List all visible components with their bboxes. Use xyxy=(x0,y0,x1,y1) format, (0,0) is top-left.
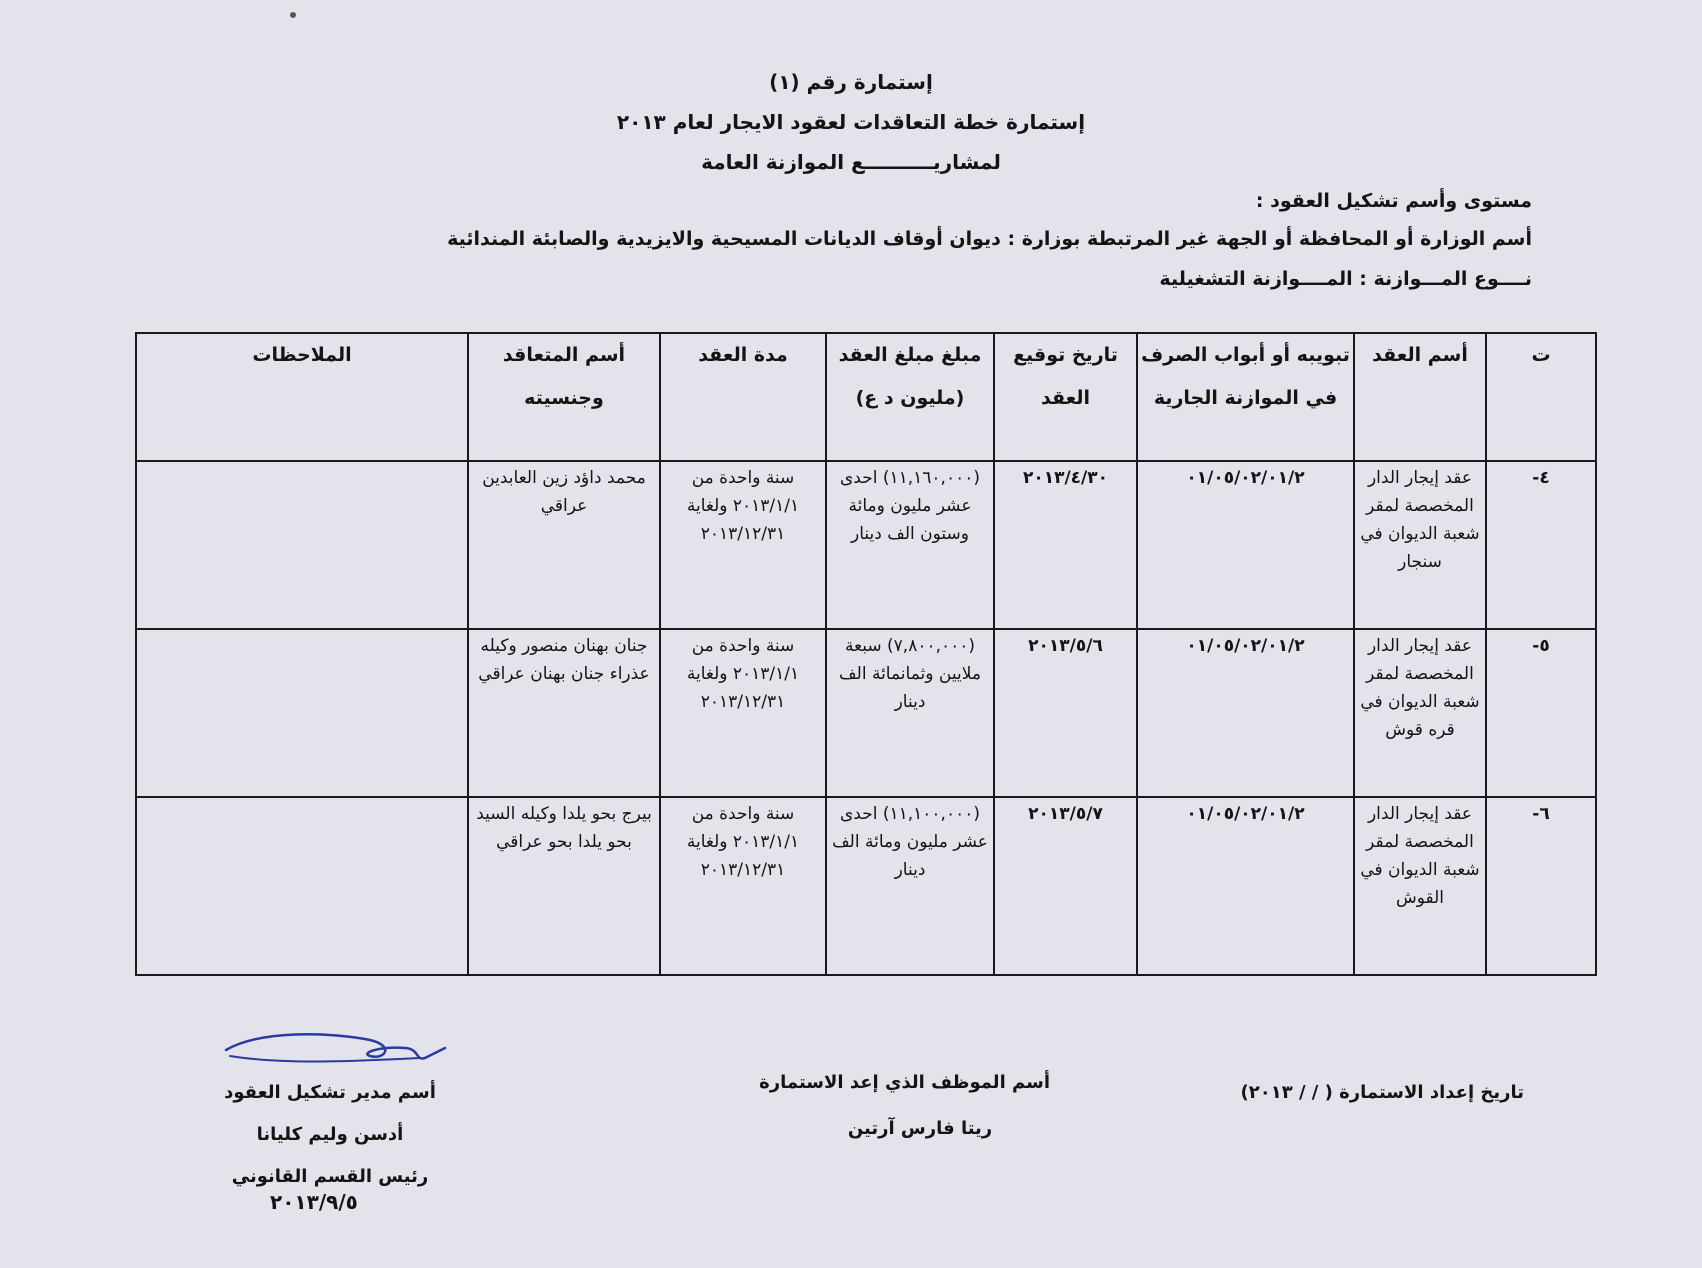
form-subtitle: لمشاريــــــــــع الموازنة العامة xyxy=(701,150,1001,174)
header-contract-name: أسم العقد xyxy=(1354,333,1486,461)
cell-classification: ٠١/٠٥/٠٢/٠١/٢ xyxy=(1137,629,1354,797)
cell-notes xyxy=(136,629,468,797)
header-notes: الملاحظات xyxy=(136,333,468,461)
cell-contract-name: عقد إيجار الدار المخصصة لمقر شعبة الديوان في قره قوش xyxy=(1354,629,1486,797)
budget-type-line: نــــوع المـــوازنة : المــــوازنة التشغيلية xyxy=(1159,268,1532,290)
header-seq: ت xyxy=(1486,333,1596,461)
header-sign-date: تاريخ توقيع العقد xyxy=(994,333,1137,461)
header-classification: تبويبه أو أبواب الصرف في الموازنة الجارية xyxy=(1137,333,1354,461)
cell-contract-name: عقد إيجار الدار المخصصة لمقر شعبة الديوان في سنجار xyxy=(1354,461,1486,629)
cell-contract-name: عقد إيجار الدار المخصصة لمقر شعبة الديوان في القوش xyxy=(1354,797,1486,975)
manager-block xyxy=(200,1072,460,1198)
ministry-line: أسم الوزارة أو المحافظة أو الجهة غير المرتبطة بوزارة : ديوان أوقاف الديانات المسيحية والايزيدية والصابئة المندائية xyxy=(447,228,1532,250)
cell-classification: ٠١/٠٥/٠٢/٠١/٢ xyxy=(1137,797,1354,975)
contract-level-label: مستوى وأسم تشكيل العقود : xyxy=(1255,190,1532,212)
manager-title: رئيس القسم القانوني xyxy=(231,1166,429,1187)
cell-seq: ٦- xyxy=(1486,797,1596,975)
table-row xyxy=(136,797,1596,975)
table-row xyxy=(136,629,1596,797)
cell-contractor: محمد داؤد زين العابدين عراقي xyxy=(468,461,660,629)
handwritten-date: ٢٠١٣/٩/٥ xyxy=(270,1190,358,1214)
table-row xyxy=(136,461,1596,629)
scan-speck xyxy=(290,12,296,18)
contracts-table xyxy=(135,332,1597,976)
cell-notes xyxy=(136,461,468,629)
cell-notes xyxy=(136,797,468,975)
employee-name: ريتا فارس آرتين xyxy=(847,1118,993,1139)
form-number: إستمارة رقم (١) xyxy=(769,70,933,94)
cell-sign-date: ٢٠١٣/٤/٣٠ xyxy=(994,461,1137,629)
header-amount: مبلغ مبلغ العقد (مليون د ع) xyxy=(826,333,994,461)
cell-duration: سنة واحدة من ٢٠١٣/١/١ ولغاية ٢٠١٣/١٢/٣١ xyxy=(660,629,826,797)
preparation-date: تاريخ إعداد الاستمارة ( / / ٢٠١٣) xyxy=(1240,1082,1524,1103)
cell-classification: ٠١/٠٥/٠٢/٠١/٢ xyxy=(1137,461,1354,629)
cell-amount: (٧,٨٠٠,٠٠٠) سبعة ملايين وثمانمائة الف دينار xyxy=(826,629,994,797)
cell-seq: ٤- xyxy=(1486,461,1596,629)
cell-sign-date: ٢٠١٣/٥/٦ xyxy=(994,629,1137,797)
form-title: إستمارة خطة التعاقدات لعقود الايجار لعام ٢٠١٣ xyxy=(616,110,1086,134)
header-contractor: أسم المتعاقد وجنسيته xyxy=(468,333,660,461)
cell-duration: سنة واحدة من ٢٠١٣/١/١ ولغاية ٢٠١٣/١٢/٣١ xyxy=(660,797,826,975)
manager-name: أدسن وليم كليانا xyxy=(256,1124,404,1145)
table-header-row xyxy=(136,333,1596,461)
cell-amount: (١١,١٠٠,٠٠٠) احدى عشر مليون ومائة الف دينار xyxy=(826,797,994,975)
cell-contractor: جنان بهنان منصور وكيله عذراء جنان بهنان عراقي xyxy=(468,629,660,797)
cell-amount: (١١,١٦٠,٠٠٠) احدى عشر مليون ومائة وستون الف دينار xyxy=(826,461,994,629)
employee-label: أسم الموظف الذي إعد الاستمارة xyxy=(759,1072,1050,1093)
cell-contractor: بيرج بحو يلدا وكيله السيد بحو يلدا بحو عراقي xyxy=(468,797,660,975)
manager-label: أسم مدير تشكيل العقود xyxy=(224,1082,436,1103)
header-duration: مدة العقد xyxy=(660,333,826,461)
cell-duration: سنة واحدة من ٢٠١٣/١/١ ولغاية ٢٠١٣/١٢/٣١ xyxy=(660,461,826,629)
cell-sign-date: ٢٠١٣/٥/٧ xyxy=(994,797,1137,975)
cell-seq: ٥- xyxy=(1486,629,1596,797)
